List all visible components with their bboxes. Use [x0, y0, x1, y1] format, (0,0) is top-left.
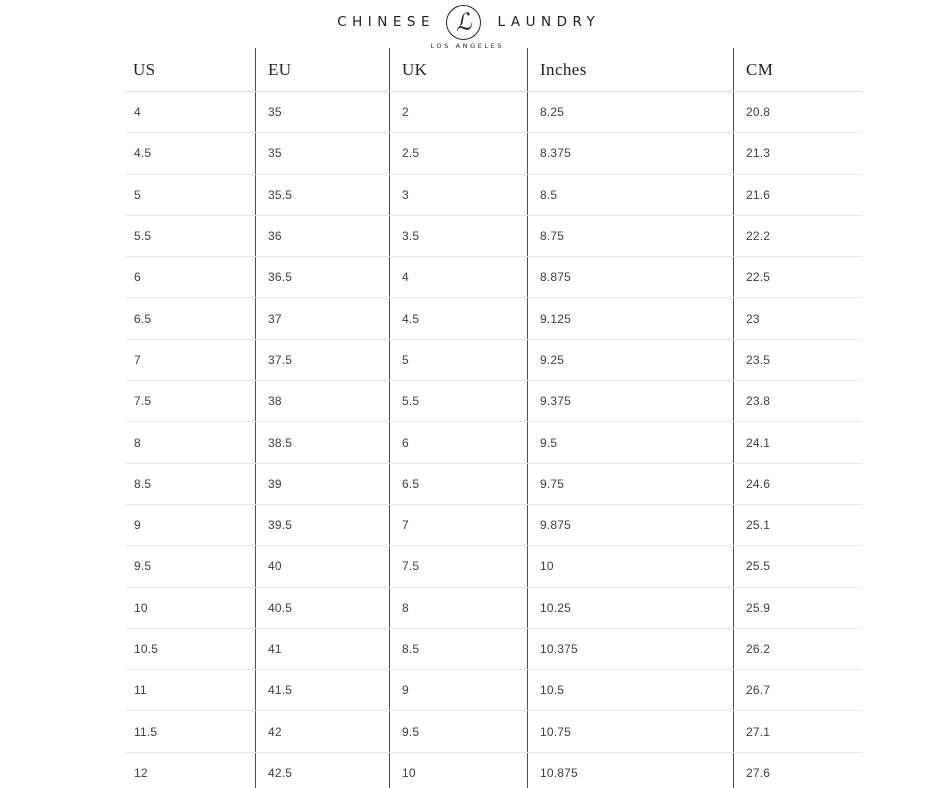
table-cell: 2: [389, 92, 527, 132]
table-cell: 8.25: [527, 92, 733, 132]
table-cell: 8.5: [389, 629, 527, 669]
table-cell: 9.875: [527, 505, 733, 545]
table-cell: 9.25: [527, 340, 733, 380]
table-row: [126, 753, 862, 788]
table-cell: 39: [255, 464, 389, 504]
table-cell: 11.5: [134, 724, 158, 739]
table-row: [126, 133, 862, 174]
table-cell: 41: [255, 629, 389, 669]
table-row: [126, 464, 862, 505]
table-row: [126, 629, 862, 670]
table-cell: 5.5: [134, 229, 152, 244]
table-cell: 6: [389, 422, 527, 462]
column-header-cm: CM: [733, 48, 862, 91]
table-cell: 7.5: [134, 394, 152, 409]
table-cell: 25.1: [733, 505, 862, 545]
table-cell: 10.75: [527, 711, 733, 751]
logo-subtitle: LOS ANGELES: [430, 42, 505, 50]
brand-logo-row: [332, 4, 601, 40]
column-header-us: US: [133, 59, 156, 79]
table-row: [126, 711, 862, 752]
column-header-inches: Inches: [527, 48, 733, 91]
table-cell: 3: [389, 175, 527, 215]
table-cell: 27.6: [733, 753, 862, 788]
table-cell: 4: [134, 105, 141, 120]
table-cell: 41.5: [255, 670, 389, 710]
table-cell: 20.8: [733, 92, 862, 132]
table-cell: 8: [389, 588, 527, 628]
table-row: [126, 298, 862, 339]
table-cell: 40.5: [255, 588, 389, 628]
table-cell: 8.375: [527, 133, 733, 173]
table-cell: 9: [389, 670, 527, 710]
table-cell: 21.6: [733, 175, 862, 215]
table-cell: 22.5: [733, 257, 862, 297]
table-cell: 25.5: [733, 546, 862, 586]
table-cell: 5.5: [389, 381, 527, 421]
table-cell: 42.5: [255, 753, 389, 788]
brand-logo: [0, 4, 932, 50]
table-cell: 8: [134, 435, 141, 450]
table-cell: 39.5: [255, 505, 389, 545]
table-cell: 8.5: [134, 476, 152, 491]
table-cell: 5: [134, 187, 141, 202]
table-cell: 7: [389, 505, 527, 545]
logo-word-laundry: LAUNDRY: [497, 14, 601, 30]
table-cell: 22.2: [733, 216, 862, 256]
table-cell: 36: [255, 216, 389, 256]
table-cell: 8.75: [527, 216, 733, 256]
table-cell: 24.1: [733, 422, 862, 462]
table-cell: 37: [255, 298, 389, 338]
table-cell: 9.75: [527, 464, 733, 504]
table-cell: 6.5: [134, 311, 152, 326]
table-cell: 6.5: [389, 464, 527, 504]
table-cell: 38: [255, 381, 389, 421]
script-l-monogram-icon: [446, 5, 481, 40]
table-cell: 35: [255, 133, 389, 173]
table-cell: 6: [134, 270, 141, 285]
column-header-uk: UK: [389, 48, 527, 91]
table-cell: 26.2: [733, 629, 862, 669]
table-cell: 9.5: [527, 422, 733, 462]
table-row: [126, 216, 862, 257]
table-cell: 9.375: [527, 381, 733, 421]
table-row: [126, 588, 862, 629]
table-cell: 26.7: [733, 670, 862, 710]
column-header-eu: EU: [255, 48, 389, 91]
table-cell: 4: [389, 257, 527, 297]
table-cell: 9.5: [389, 711, 527, 751]
table-cell: 35.5: [255, 175, 389, 215]
table-row: [126, 175, 862, 216]
table-cell: 10.5: [527, 670, 733, 710]
table-row: [126, 546, 862, 587]
table-cell: 10.875: [527, 753, 733, 788]
table-cell: 23.5: [733, 340, 862, 380]
table-cell: 10.5: [134, 642, 159, 656]
monogram-glyph: ℒ: [453, 8, 474, 37]
table-row: [126, 340, 862, 381]
table-row: [126, 257, 862, 298]
table-cell: 8.875: [527, 257, 733, 297]
table-cell: 23: [733, 298, 862, 338]
table-cell: 35: [255, 92, 389, 132]
table-cell: 7: [134, 352, 141, 367]
table-cell: 42: [255, 711, 389, 751]
table-cell: 25.9: [733, 588, 862, 628]
table-row: [126, 381, 862, 422]
table-row: [126, 92, 862, 133]
table-cell: 12: [134, 765, 148, 780]
table-cell: 7.5: [389, 546, 527, 586]
table-cell: 11: [134, 683, 147, 698]
table-cell: 8.5: [527, 175, 733, 215]
table-cell: 10.375: [527, 629, 733, 669]
table-cell: 9.5: [134, 559, 152, 574]
table-cell: 10: [134, 600, 148, 615]
table-row: [126, 670, 862, 711]
table-cell: 3.5: [389, 216, 527, 256]
table-cell: 23.8: [733, 381, 862, 421]
table-row: [126, 422, 862, 463]
table-cell: 9: [134, 518, 141, 533]
table-cell: 4.5: [134, 146, 152, 161]
table-cell: 24.6: [733, 464, 862, 504]
table-cell: 37.5: [255, 340, 389, 380]
logo-word-chinese: CHINESE: [337, 14, 436, 30]
table-cell: 5: [389, 340, 527, 380]
size-conversion-table: [126, 48, 862, 788]
table-header-row: [126, 48, 862, 92]
table-body: [126, 92, 862, 788]
table-cell: 4.5: [389, 298, 527, 338]
table-cell: 10: [389, 753, 527, 788]
table-cell: 38.5: [255, 422, 389, 462]
table-cell: 27.1: [733, 711, 862, 751]
table-row: [126, 505, 862, 546]
table-cell: 40: [255, 546, 389, 586]
table-cell: 9.125: [527, 298, 733, 338]
table-cell: 2.5: [389, 133, 527, 173]
table-cell: 10.25: [527, 588, 733, 628]
table-cell: 10: [527, 546, 733, 586]
table-cell: 36.5: [255, 257, 389, 297]
table-cell: 21.3: [733, 133, 862, 173]
